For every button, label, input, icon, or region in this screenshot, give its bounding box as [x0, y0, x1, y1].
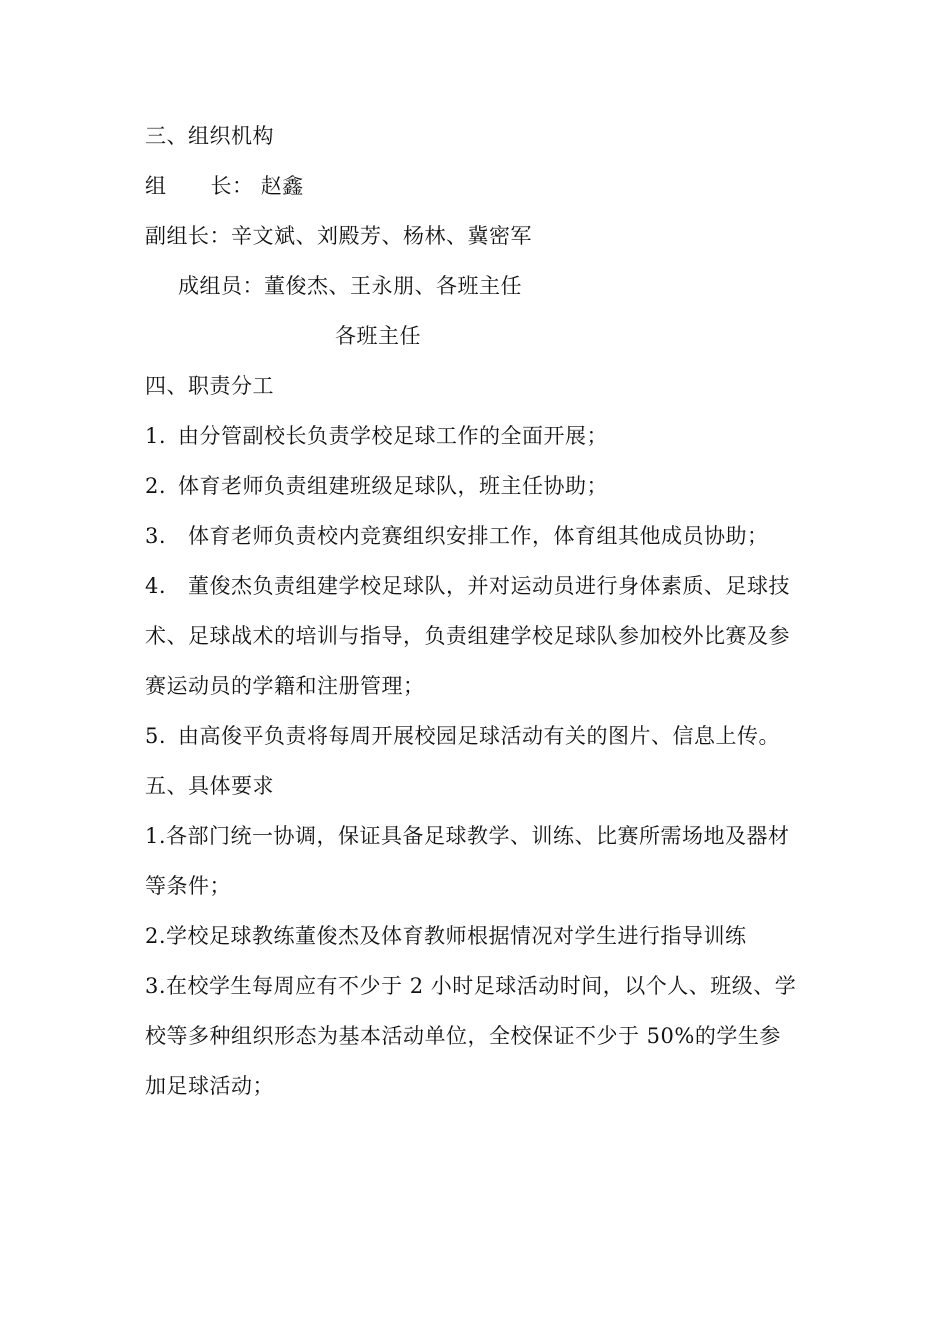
deputy-line: 副组长：辛文斌、刘殿芳、杨林、冀密军 — [145, 224, 532, 248]
leader-label-b: 长： — [210, 174, 254, 198]
duty-item-text: 体育老师负责组建班级足球队，班主任协助； — [178, 474, 609, 498]
duty-item-5 — [145, 721, 825, 751]
members-extra-line: 各班主任 — [335, 324, 421, 348]
section5-heading: 五、具体要求 — [145, 774, 274, 798]
duty-item-text: 体育老师负责校内竞赛组织安排工作，体育组其他成员协助； — [188, 524, 769, 548]
requirement-item-3-line-2: 校等多种组织形态为基本活动单位，全校保证不少于 50%的学生参 — [145, 1024, 781, 1048]
duty-item-4 — [145, 571, 825, 601]
duty-item-number: 1. — [145, 424, 167, 448]
duty-item-4-line-3: 赛运动员的学籍和注册管理； — [145, 674, 425, 698]
duty-item-number: 4. — [145, 574, 167, 598]
requirement-item-3-line-3: 加足球活动； — [145, 1074, 274, 1098]
requirement-item-2: 2.学校足球教练董俊杰及体育教师根据情况对学生进行指导训练 — [145, 924, 747, 948]
members-line: 成组员：董俊杰、王永朋、各班主任 — [178, 274, 522, 298]
requirement-item-1: 1.各部门统一协调，保证具备足球教学、训练、比赛所需场地及器材 — [145, 824, 790, 848]
duty-item-text: 由分管副校长负责学校足球工作的全面开展； — [178, 424, 609, 448]
duty-item-1 — [145, 421, 825, 451]
requirement-item-1-line-2: 等条件； — [145, 874, 231, 898]
leader-line — [145, 171, 825, 201]
duty-item-3 — [145, 521, 825, 551]
duty-item-2 — [145, 471, 825, 501]
duty-item-text: 由高俊平负责将每周开展校园足球活动有关的图片、信息上传。 — [178, 724, 781, 748]
duty-item-number: 3. — [145, 524, 167, 548]
section4-heading: 四、职责分工 — [145, 374, 274, 398]
leader-label-a: 组 — [145, 174, 167, 198]
duty-item-4-line-2: 术、足球战术的培训与指导，负责组建学校足球队参加校外比赛及参 — [145, 624, 790, 648]
requirement-item-3: 3.在校学生每周应有不少于 2 小时足球活动时间，以个人、班级、学 — [145, 974, 797, 998]
duty-item-text: 董俊杰负责组建学校足球队，并对运动员进行身体素质、足球技 — [188, 574, 791, 598]
duty-item-number: 5. — [145, 724, 167, 748]
section3-heading: 三、组织机构 — [145, 124, 274, 148]
duty-item-number: 2. — [145, 474, 167, 498]
leader-value: 赵鑫 — [260, 174, 304, 198]
